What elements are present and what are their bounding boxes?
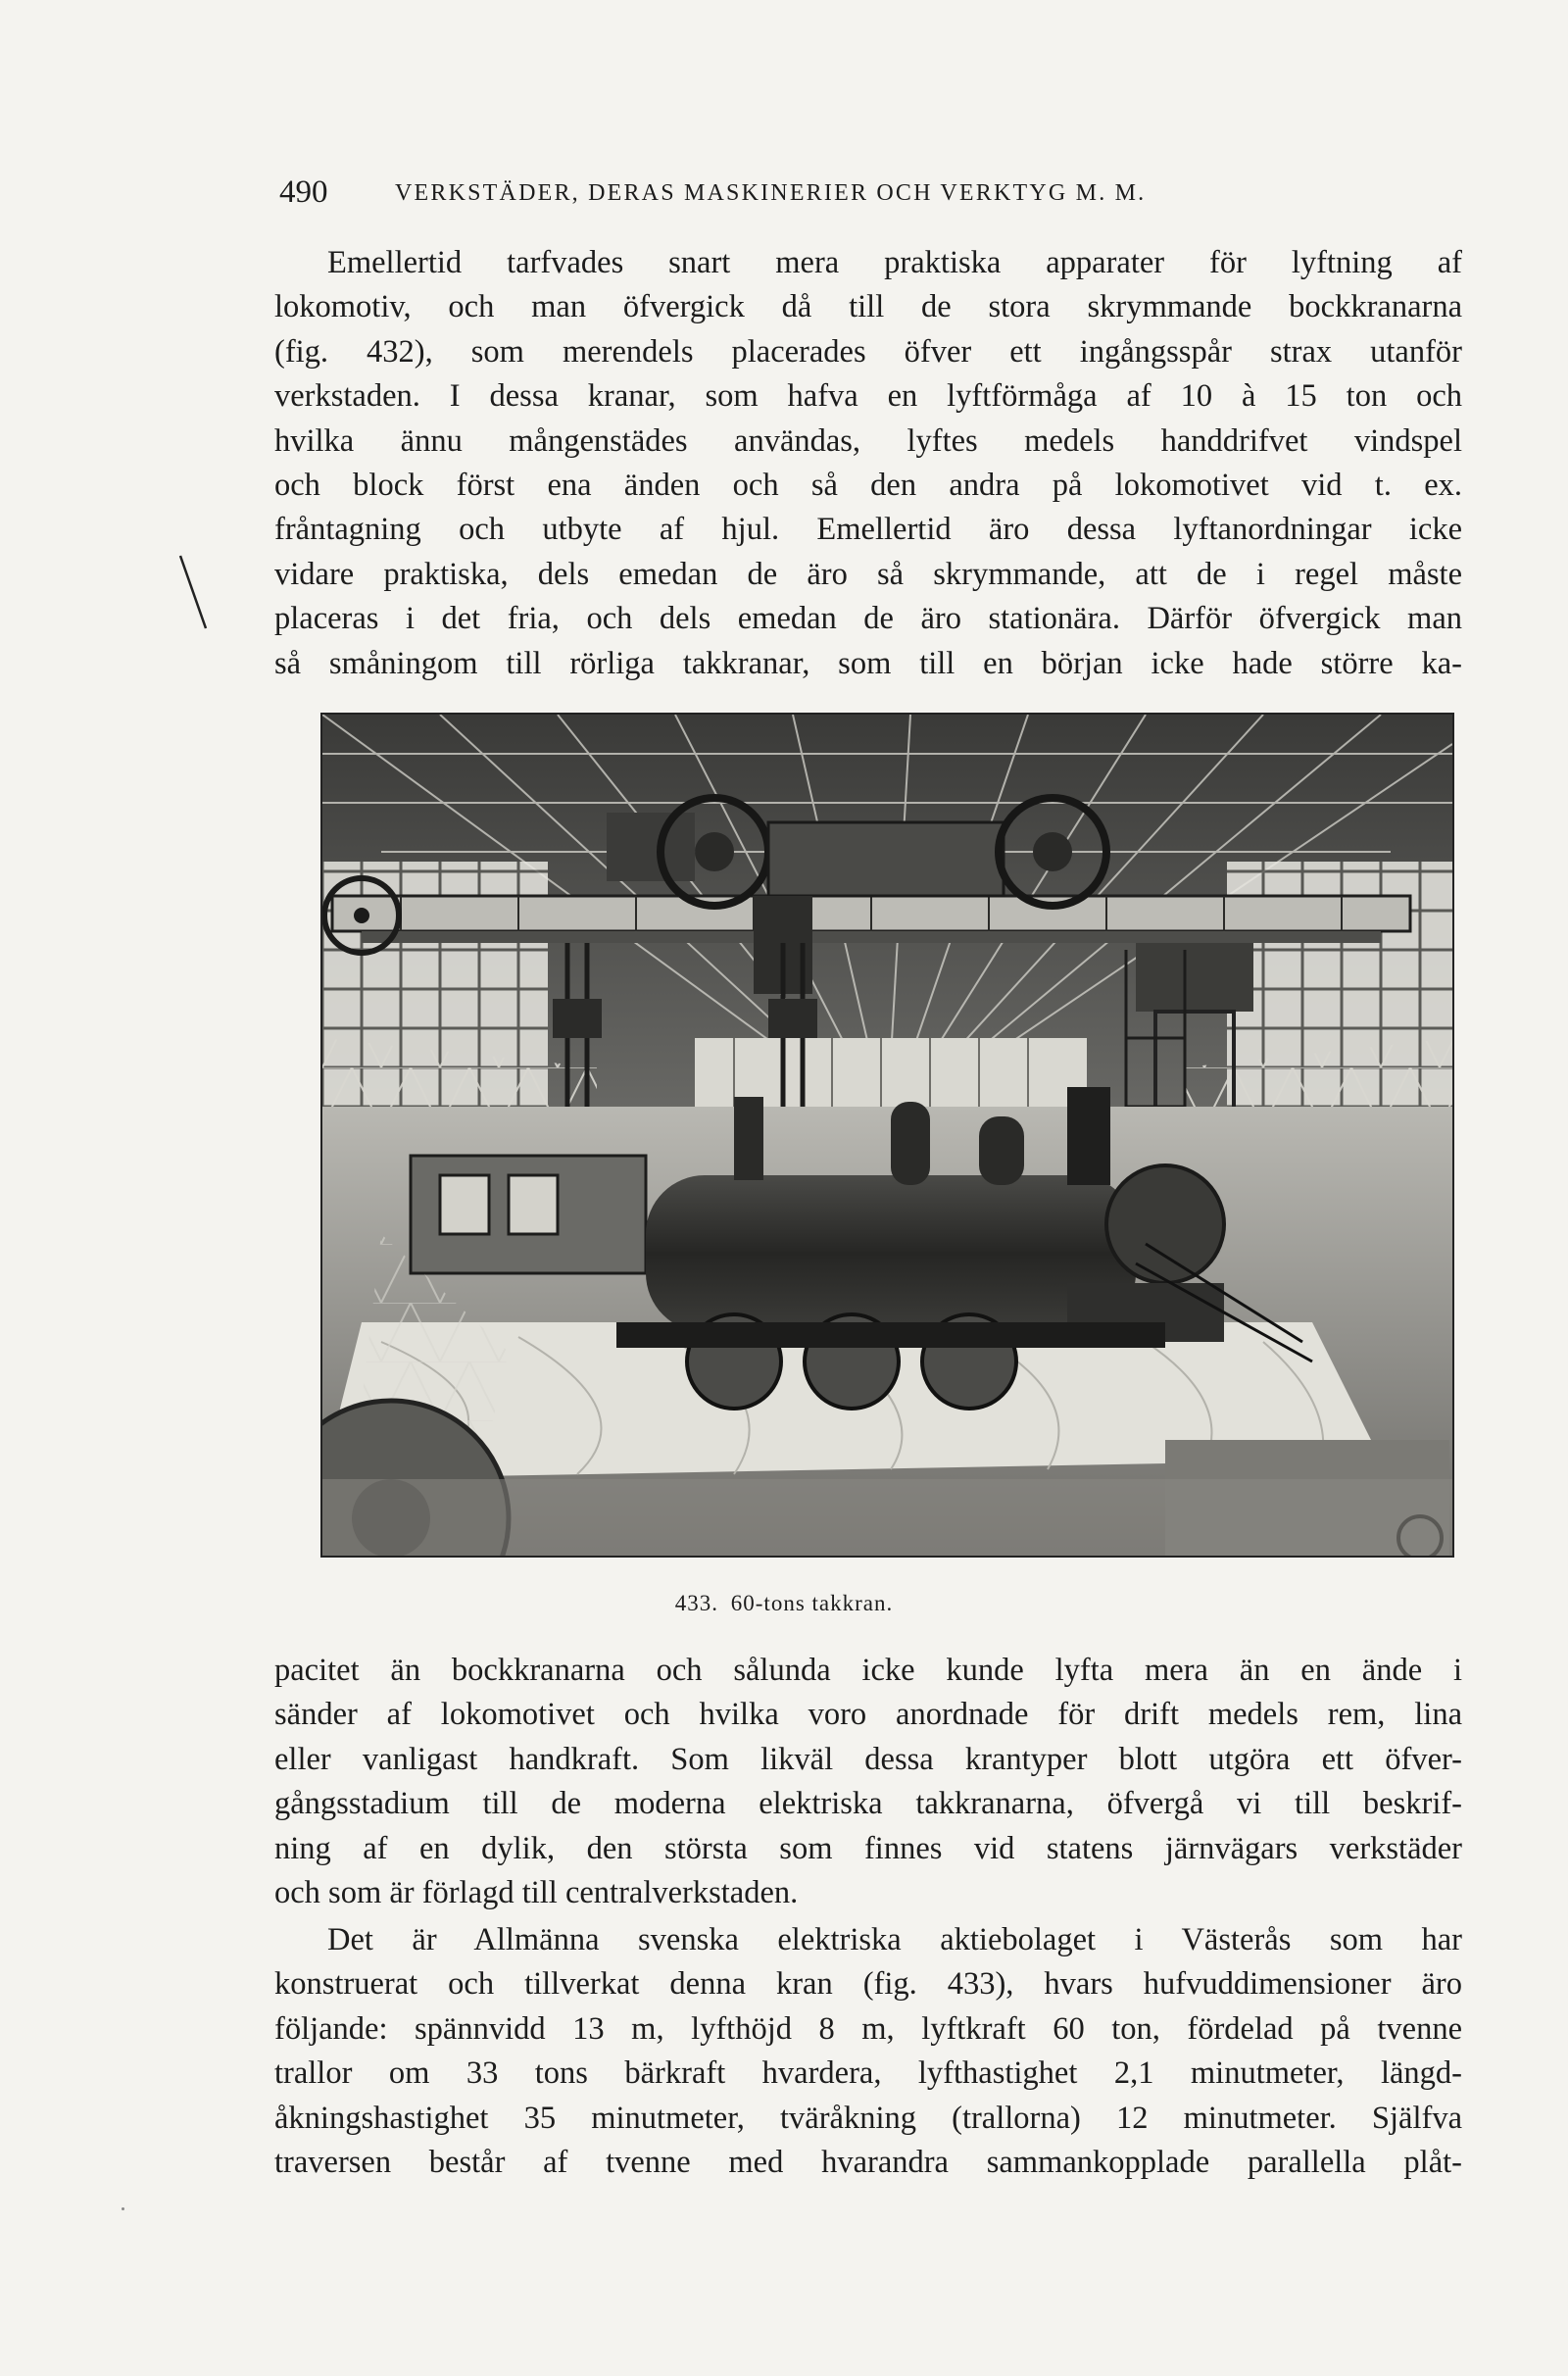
crane-photo-illustration [322, 715, 1452, 1556]
text-line: (fig. 432), som merendels placerades öfver ett ingångsspår strax utanför [274, 333, 1462, 370]
text-line: sänder af lokomotivet och hvilka voro anordnade för drift medels rem, lina [274, 1697, 1462, 1733]
page-number: 490 [279, 174, 328, 210]
text-line: fråntagning och utbyte af hjul. Emellertid äro dessa lyftanordningar icke [274, 512, 1462, 548]
paragraph-3 [274, 1918, 1462, 2185]
running-title: VERKSTÄDER, DERAS MASKINERIER OCH VERKTYG M. M. [395, 180, 1147, 206]
scan-speck [122, 2207, 124, 2210]
figure-number: 433. [674, 1591, 719, 1615]
figure-caption-text: 60-tons takkran. [730, 1591, 894, 1615]
text-line: trallor om 33 tons bärkraft hvardera, lyfthastighet 2,1 minutmeter, längd- [274, 2055, 1462, 2092]
text-line: ning af en dylik, den största som finnes vid statens järnvägars verkstäder [274, 1830, 1462, 1866]
paragraph-1 [274, 241, 1462, 686]
text-line: så småningom till rörliga takkranar, som till en början icke hade större ka- [274, 645, 1462, 681]
text-line: pacitet än bockkranarna och sålunda icke kunde lyfta mera än en ände i [274, 1653, 1462, 1688]
crane-photograph [320, 713, 1454, 1558]
paragraph-2 [274, 1649, 1462, 1915]
text-line: åkningshastighet 35 minutmeter, tväråkning (trallorna) 12 minutmeter. Själfva [274, 2100, 1462, 2136]
text-line: vidare praktiska, dels emedan de äro så skrymmande, att de i regel måste [274, 556, 1462, 592]
text-line: lokomotiv, och man öfvergick då till de stora skrymmande bockkranarna [274, 289, 1462, 325]
text-line: placeras i det fria, och dels emedan de äro stationära. Därför öfvergick man [274, 601, 1462, 637]
text-line: gångsstadium till de moderna elektriska takkranarna, öfvergå vi till beskrif- [274, 1786, 1462, 1822]
margin-pen-mark [176, 554, 216, 632]
text-line: verkstaden. I dessa kranar, som hafva en lyftförmåga af 10 à 15 ton och [274, 378, 1462, 415]
text-line: följande: spännvidd 13 m, lyfthöjd 8 m, lyftkraft 60 ton, fördelad på tvenne [274, 2010, 1462, 2047]
text-line: eller vanligast handkraft. Som likväl dessa krantyper blott utgöra ett öfver- [274, 1741, 1462, 1777]
text-line: hvilka ännu mångenstädes användas, lyftes medels handdrifvet vindspel [274, 422, 1462, 459]
text-line: Emellertid tarfvades snart mera praktiska apparater för lyftning af [327, 245, 1462, 280]
running-head [279, 174, 1308, 214]
text-line: Det är Allmänna svenska elektriska aktiebolaget i Västerås som har [327, 1922, 1462, 1957]
text-line: och som är förlagd till centralverkstaden. [274, 1875, 799, 1911]
figure-caption [0, 1591, 1568, 1616]
text-line: och block först ena änden och så den andra på lokomotivet vid t. ex. [274, 468, 1462, 504]
text-line: konstruerat och tillverkat denna kran (fig. 433), hvars hufvuddimensioner äro [274, 1966, 1462, 2003]
text-line: traversen består af tvenne med hvarandra sammankopplade parallella plåt- [274, 2145, 1462, 2181]
